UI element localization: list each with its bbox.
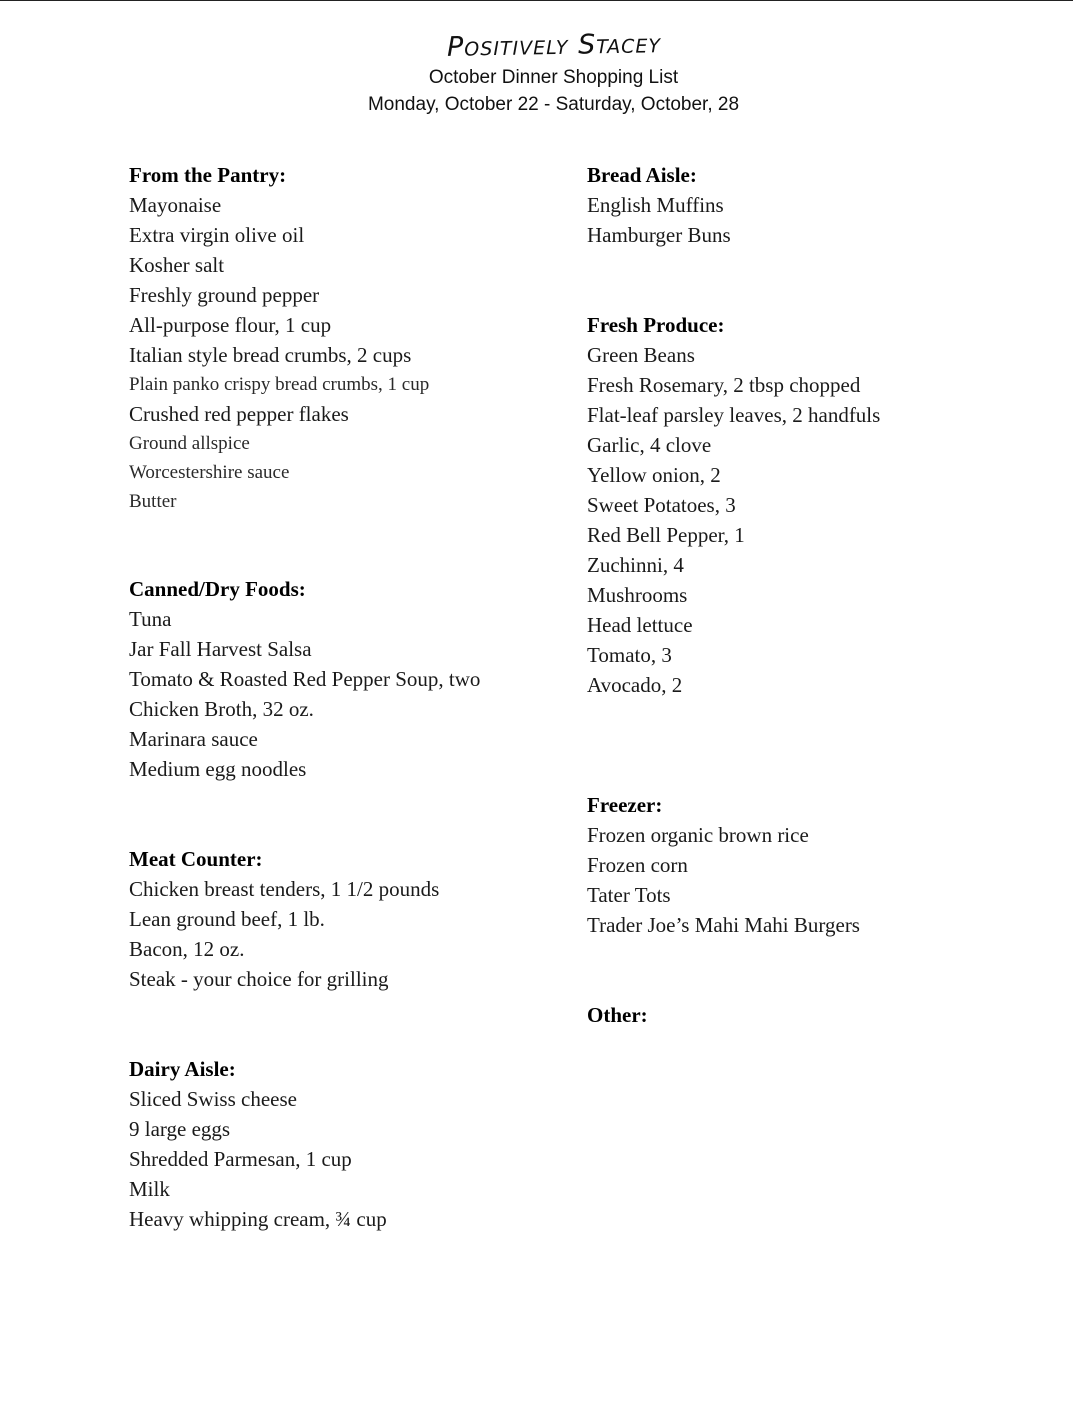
list-item: Crushed red pepper flakes [129,402,349,426]
section-freezer [587,790,1027,940]
list-item: Medium egg noodles [129,757,307,781]
list-item: Kosher salt [129,253,225,277]
list-item: Hamburger Buns [587,223,731,247]
list-item: Green Beans [587,343,695,367]
list-item: Avocado, 2 [587,673,683,697]
list-item: All-purpose flour, 1 cup [129,313,332,337]
list-item: Yellow onion, 2 [587,463,721,487]
document-header [0,28,1073,118]
section-other [587,1000,1027,1030]
section-meat-counter [129,844,569,994]
section-heading: Fresh Produce: [587,313,725,337]
section-heading: Canned/Dry Foods: [129,577,306,601]
list-item: Frozen corn [587,853,688,877]
section-fresh-produce [587,310,1027,700]
list-item: Jar Fall Harvest Salsa [129,637,312,661]
section-heading: Meat Counter: [129,847,263,871]
list-item: Extra virgin olive oil [129,223,305,247]
section-pantry [129,160,569,516]
list-item: Tater Tots [587,883,671,907]
list-item: Ground allspice [129,433,250,454]
list-item: Mushrooms [587,583,688,607]
list-item: 9 large eggs [129,1117,231,1141]
section-heading: Bread Aisle: [587,163,697,187]
section-dairy-aisle [129,1054,569,1234]
section-heading: Other: [587,1003,648,1027]
list-item: Chicken breast tenders, 1 1/2 pounds [129,877,440,901]
list-item: Heavy whipping cream, ¾ cup [129,1207,387,1231]
section-heading: Dairy Aisle: [129,1057,236,1081]
document-title: October Dinner Shopping List [428,67,679,88]
right-column [587,160,1027,1030]
list-item: Chicken Broth, 32 oz. [129,697,314,721]
list-item: Italian style bread crumbs, 2 cups [129,343,412,367]
list-item: Bacon, 12 oz. [129,937,245,961]
list-item: Butter [129,491,177,512]
list-item: Garlic, 4 clove [587,433,712,457]
section-heading: Freezer: [587,793,663,817]
list-item: Tomato, 3 [587,643,672,667]
list-item: Sweet Potatoes, 3 [587,493,736,517]
left-column [129,160,569,1234]
list-item: Mayonaise [129,193,222,217]
list-item: Shredded Parmesan, 1 cup [129,1147,352,1171]
section-bread-aisle [587,160,1027,250]
section-canned-dry [129,574,569,784]
list-item: Tomato & Roasted Red Pepper Soup, two [129,667,481,691]
list-item: Head lettuce [587,613,693,637]
list-item: Fresh Rosemary, 2 tbsp chopped [587,373,861,397]
list-item: Flat-leaf parsley leaves, 2 handfuls [587,403,881,427]
list-item: Steak - your choice for grilling [129,967,389,991]
list-item: Lean ground beef, 1 lb. [129,907,325,931]
list-item: Zuchinni, 4 [587,553,684,577]
date-range: Monday, October 22 - Saturday, October, 28 [367,94,740,115]
list-item: English Muffins [587,193,724,217]
brand-logo-text: Positively Stacey [446,28,661,63]
top-border [0,0,1073,1]
list-item: Freshly ground pepper [129,283,320,307]
list-item: Milk [129,1177,170,1201]
list-item: Tuna [129,607,172,631]
section-heading: From the Pantry: [129,163,287,187]
list-item: Marinara sauce [129,727,258,751]
list-item: Trader Joe’s Mahi Mahi Burgers [587,913,860,937]
list-item: Red Bell Pepper, 1 [587,523,745,547]
list-item: Frozen organic brown rice [587,823,809,847]
list-item: Plain panko crispy bread crumbs, 1 cup [129,374,430,395]
list-item: Sliced Swiss cheese [129,1087,297,1111]
list-item: Worcestershire sauce [129,462,290,483]
